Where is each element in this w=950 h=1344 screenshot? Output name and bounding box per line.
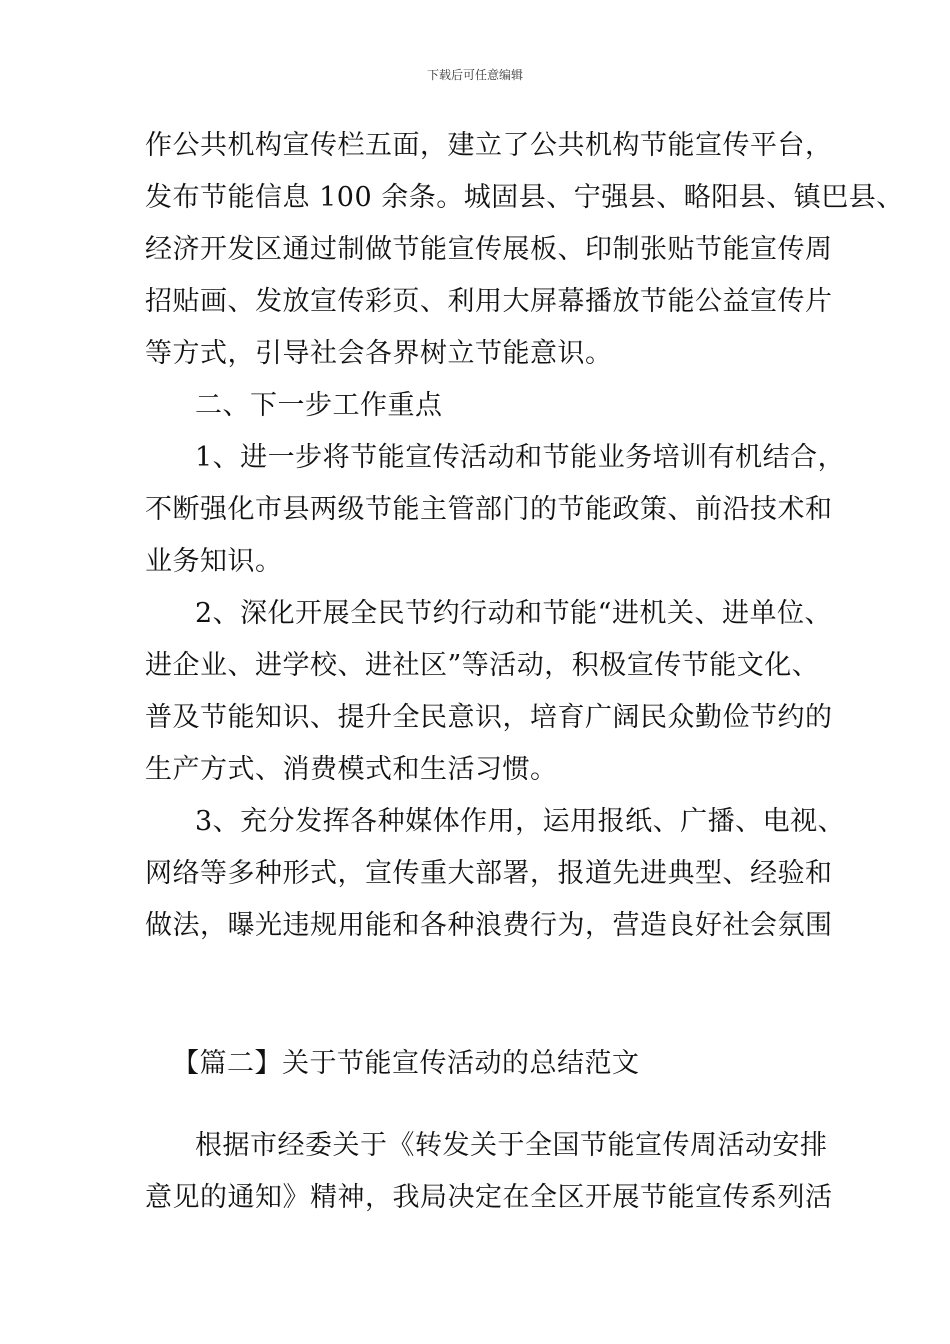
paragraph-line: 意见的通知》精神，我局决定在全区开展节能宣传系列活: [145, 1182, 833, 1213]
paragraph-line: 网络等多种形式，宣传重大部署，报道先进典型、经验和: [145, 858, 833, 889]
paragraph-line: 发布节能信息 100 余条。城固县、宁强县、略阳县、镇巴县、: [145, 182, 904, 213]
paragraph-line: 2、深化开展全民节约行动和节能“进机关、进单位、: [195, 598, 832, 629]
paragraph-line: 作公共机构宣传栏五面，建立了公共机构节能宣传平台，: [145, 130, 833, 161]
article-title: 【篇二】关于节能宣传活动的总结范文: [172, 1048, 640, 1079]
paragraph-line: 根据市经委关于《转发关于全国节能宣传周活动安排: [195, 1130, 828, 1161]
paragraph-line: 等方式，引导社会各界树立节能意识。: [145, 338, 613, 369]
paragraph-line: 普及节能知识、提升全民意识，培育广阔民众勤俭节约的: [145, 702, 833, 733]
paragraph-line: 生产方式、消费模式和生活习惯。: [145, 754, 558, 785]
paragraph-line: 进企业、进学校、进社区”等活动，积极宣传节能文化、: [145, 650, 820, 681]
paragraph-line: 1、进一步将节能宣传活动和节能业务培训有机结合，: [195, 442, 846, 473]
paragraph-line: 不断强化市县两级节能主管部门的节能政策、前沿技术和: [145, 494, 833, 525]
page-header-note: 下载后可任意编辑: [426, 68, 523, 82]
paragraph-line: 业务知识。: [145, 546, 283, 577]
paragraph-line: 3、充分发挥各种媒体作用，运用报纸、广播、电视、: [195, 806, 846, 837]
paragraph-line: 招贴画、发放宣传彩页、利用大屏幕播放节能公益宣传片: [145, 286, 833, 317]
section-heading: 二、下一步工作重点: [195, 390, 443, 421]
paragraph-line: 做法，曝光违规用能和各种浪费行为，营造良好社会氛围: [145, 910, 833, 941]
paragraph-line: 经济开发区通过制做节能宣传展板、印制张贴节能宣传周: [145, 234, 833, 265]
